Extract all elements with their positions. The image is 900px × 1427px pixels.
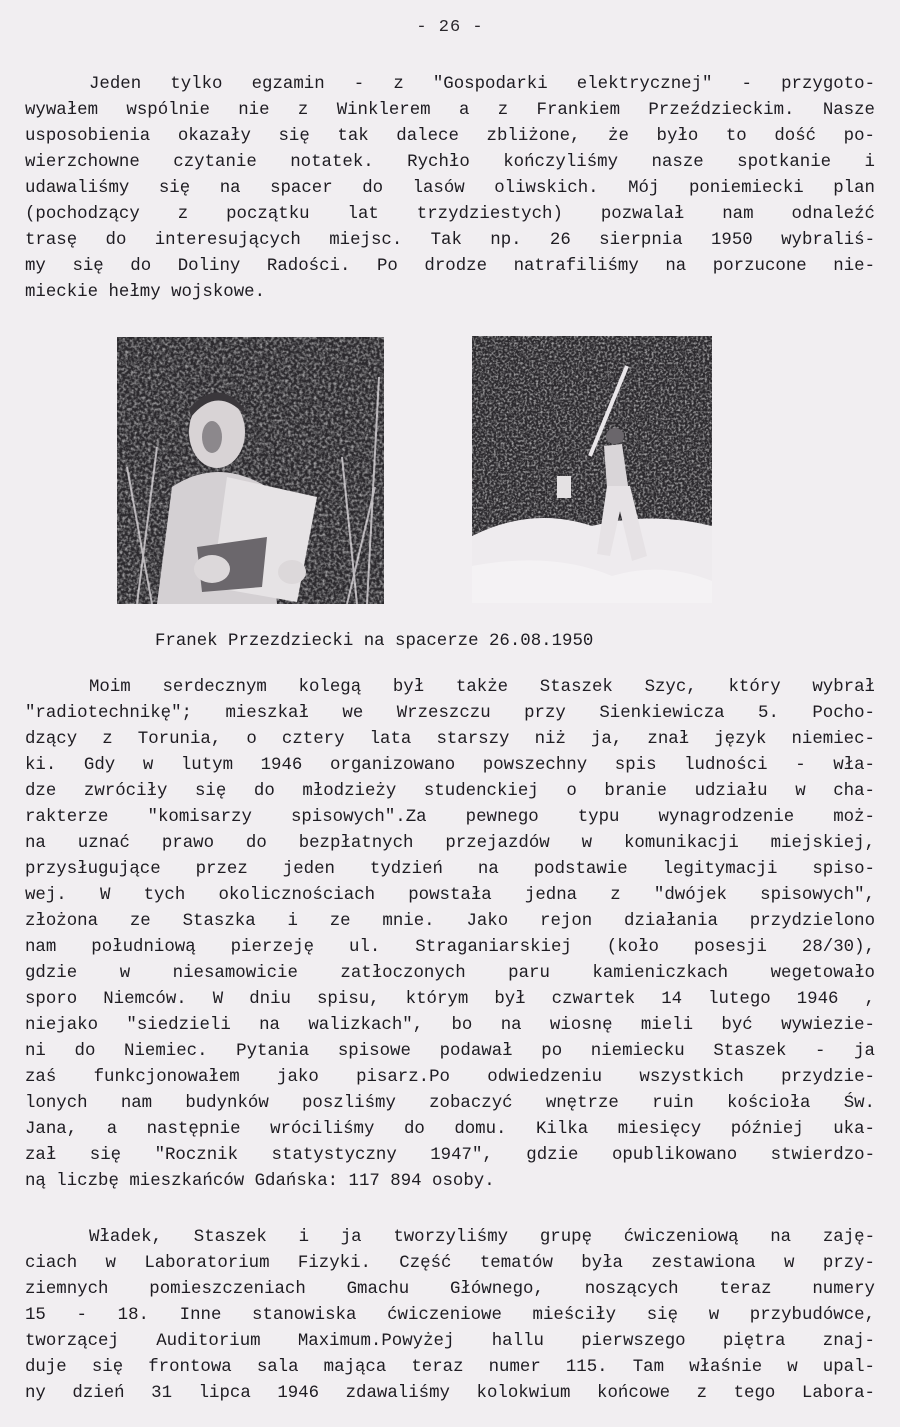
text-line: ną liczbę mieszkańców Gdańska: 117 894 osoby. [25, 1172, 495, 1191]
text-line: dzący z Torunia, o cztery lata starszy niż ja, znał język niemiec- [25, 730, 875, 749]
photo-caption: Franek Przezdziecki na spacerze 26.08.1950 [155, 632, 594, 651]
text-line: Jana, a następnie wróciliśmy do domu. Kilka miesięcy później uka- [25, 1120, 875, 1139]
text-line: tworzącej Auditorium Maximum.Powyżej hallu pierwszego piętra znaj- [25, 1332, 875, 1351]
text-line: duje się frontowa sala mająca teraz numer 115. Tam właśnie w upal- [25, 1358, 875, 1377]
text-line: Moim serdecznym kolegą był także Staszek Szyc, który wybrał [89, 678, 875, 697]
text-line: Władek, Staszek i ja tworzyliśmy grupę ćwiczeniową na zaję- [89, 1228, 876, 1247]
photo-figure-with-stick [472, 336, 712, 603]
text-line: na uznać prawo do bezpłatnych przejazdów w komunikacji miejskiej, [25, 834, 876, 853]
text-line: usposobienia okazały się tak dalece zbliżone, że było to dość po- [25, 127, 875, 146]
photo-image [117, 337, 384, 604]
text-line: dze zwróciły się do młodzieży studenckiej o branie udziału w cha- [25, 782, 875, 801]
text-line: ny dzień 31 lipca 1946 zdawaliśmy kolokwium końcowe z tego Labora- [25, 1384, 875, 1403]
text-line: złożona ze Staszka i ze mnie. Jako rejon działania przydzielono [25, 912, 876, 931]
text-line: mieckie hełmy wojskowe. [25, 283, 266, 302]
text-line: wierzchowne czytanie notatek. Rychło kończyliśmy nasze spotkanie i [25, 153, 875, 172]
text-line: trasę do interesujących miejsc. Tak np. 26 sierpnia 1950 wybraliś- [25, 231, 876, 250]
text-line: ni do Niemiec. Pytania spisowe podawał po niemiecku Staszek - ja [25, 1042, 875, 1061]
text-line: niejako "siedzieli na walizkach", bo na wiosnę mieli być wywiezie- [25, 1016, 875, 1035]
text-line: rakterze "komisarzy spisowych".Za pewnego typu wynagrodzenie moż- [25, 808, 875, 827]
text-line: 15 - 18. Inne stanowiska ćwiczeniowe mieściły się w przybudówce, [25, 1306, 876, 1325]
text-line: Jeden tylko egzamin - z "Gospodarki elektrycznej" - przygoto- [89, 75, 876, 94]
text-line: wywałem wspólnie nie z Winklerem a z Frankiem Przeździeckim. Nasze [25, 101, 875, 120]
text-line: sporo Niemców. W dniu spisu, którym był czwartek 14 lutego 1946 , [25, 990, 875, 1009]
text-line: zaś funkcjonowałem jako pisarz.Po odwiedzeniu wszystkich przydzie- [25, 1068, 875, 1087]
text-line: gdzie w niesamowicie zatłoczonych paru kamieniczkach wegetowało [25, 964, 875, 983]
text-line: "radiotechnikę"; mieszkał we Wrzeszczu przy Sienkiewicza 5. Pocho- [25, 704, 875, 723]
text-line: udawaliśmy się na spacer do lasów oliwskich. Mój poniemiecki plan [25, 179, 875, 198]
text-line: ki. Gdy w lutym 1946 organizowano powszechny spis ludności - wła- [25, 756, 875, 775]
text-line: nam południową pierzeję ul. Straganiarskiej (koło posesji 28/30), [25, 938, 875, 957]
text-line: my się do Doliny Radości. Po drodze natrafiliśmy na porzucone nie- [25, 257, 876, 276]
text-line: wej. W tych okolicznościach powstała jedna z "dwójek spisowych", [25, 886, 875, 905]
text-line: (pochodzący z początku lat trzydziestych) pozwalał nam odnaleźć [25, 205, 875, 224]
text-line: lonych nam budynków poszliśmy zobaczyć wnętrze ruin kościoła Św. [25, 1094, 875, 1113]
photo-man-with-map [117, 337, 384, 604]
photo-image [472, 336, 712, 603]
text-line: ciach w Laboratorium Fizyki. Część tematów była zestawiona w przy- [25, 1254, 875, 1273]
text-line: ziemnych pomieszczeniach Gmachu Głównego, noszących teraz numery [25, 1280, 875, 1299]
text-line: zał się "Rocznik statystyczny 1947", gdzie opublikowano stwierdzo- [25, 1146, 876, 1165]
page-number: - 26 - [416, 18, 484, 37]
text-line: przysługujące przez jeden tydzień na podstawie legitymacji spiso- [25, 860, 875, 879]
